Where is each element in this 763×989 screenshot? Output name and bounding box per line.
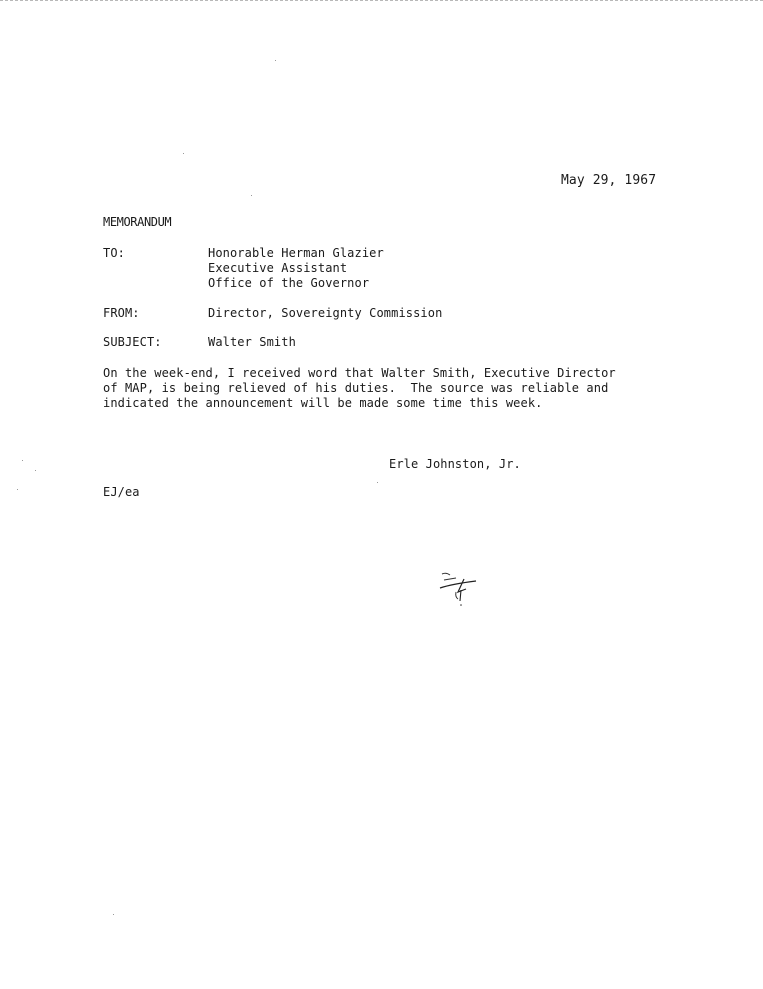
- to-label: TO:: [103, 246, 125, 260]
- memo-date: May 29, 1967: [561, 173, 657, 188]
- paper-speck: [251, 195, 252, 196]
- to-line-title: Executive Assistant: [208, 261, 348, 275]
- to-line-name: Honorable Herman Glazier: [208, 246, 384, 260]
- paper-speck: [22, 460, 23, 461]
- handwritten-initials-mark-icon: [436, 568, 482, 610]
- paper-speck: [35, 470, 36, 471]
- to-recipient-block: [208, 246, 384, 291]
- body-line: of MAP, is being relieved of his duties. The source was reliable and: [103, 381, 609, 395]
- typist-initials: EJ/ea: [103, 485, 140, 499]
- paper-speck: [183, 153, 184, 154]
- from-value: Director, Sovereignty Commission: [208, 306, 443, 320]
- page-top-edge: [0, 0, 763, 1]
- subject-label: SUBJECT:: [103, 335, 162, 349]
- signer-name: Erle Johnston, Jr.: [389, 457, 521, 471]
- body-line: indicated the announcement will be made some time this week.: [103, 396, 543, 410]
- paper-speck: [17, 489, 18, 490]
- memo-heading: MEMORANDUM: [103, 215, 172, 229]
- paper-speck: [377, 482, 378, 483]
- paper-speck: [113, 914, 114, 915]
- memo-body: [103, 366, 616, 411]
- body-line: On the week-end, I received word that Walter Smith, Executive Director: [103, 366, 616, 380]
- to-line-office: Office of the Governor: [208, 276, 370, 290]
- from-label: FROM:: [103, 306, 140, 320]
- subject-value: Walter Smith: [208, 335, 296, 349]
- paper-speck: [275, 60, 276, 61]
